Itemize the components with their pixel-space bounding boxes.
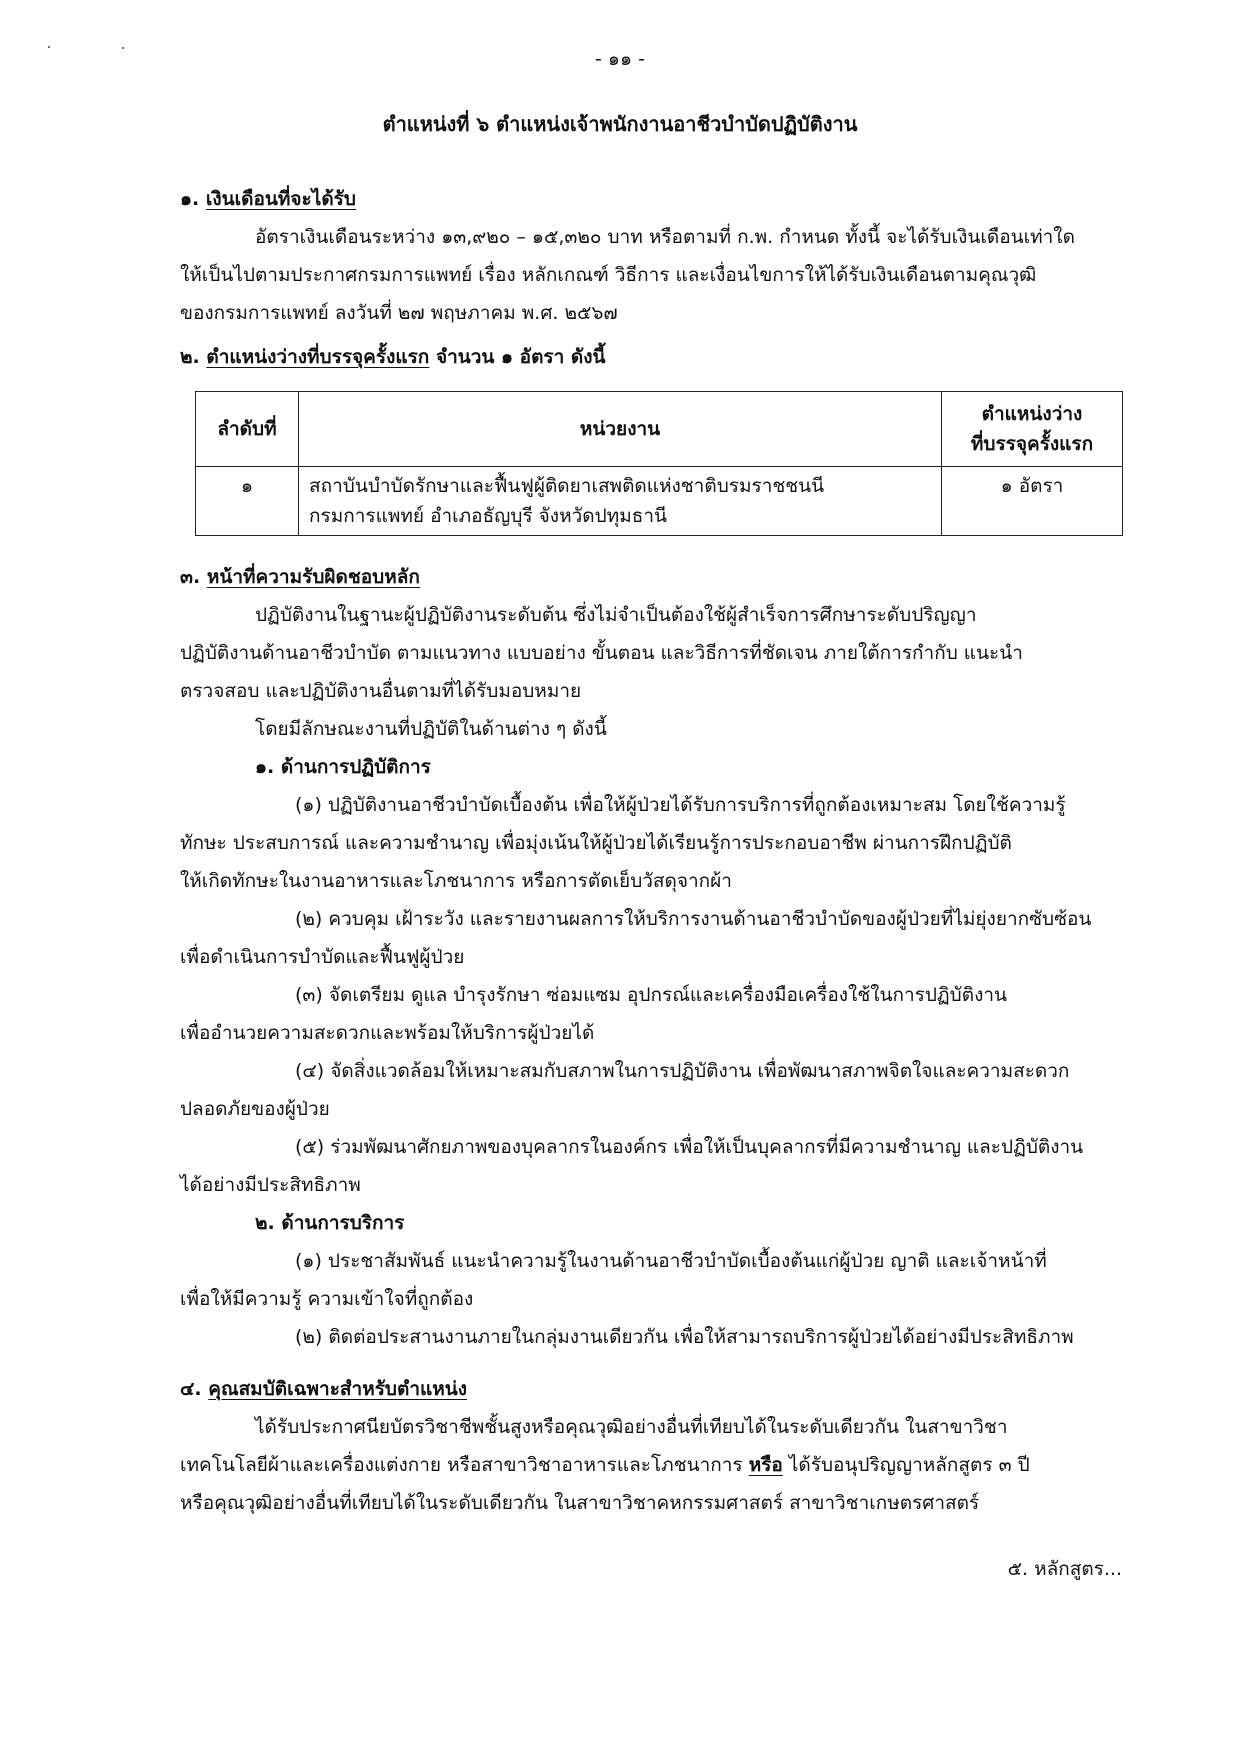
list-item-cont: เพื่อให้มีความรู้ ความเข้าใจที่ถูกต้อง [180, 1288, 474, 1310]
column-header-unit: หน่วยงาน [299, 392, 942, 467]
unit-line: กรมการแพทย์ อำเภอธัญบุรี จังหวัดปทุมธานี [309, 505, 667, 527]
list-item-cont: ได้อย่างมีประสิทธิภาพ [180, 1174, 361, 1196]
section-1-heading: ๑. เงินเดือนที่จะได้รับ [180, 188, 356, 210]
cell-order: ๑ [196, 467, 299, 536]
list-item-cont: เพื่ออำนวยความสะดวกและพร้อมให้บริการผู้ป่วยได้ [180, 1022, 595, 1044]
list-item: (๓) จัดเตรียม ดูแล บำรุงรักษา ซ่อมแซม อุปกรณ์และเครื่องมือเครื่องใช้ในการปฏิบัติงาน [295, 984, 1008, 1006]
cell-unit [299, 467, 942, 536]
list-item: (๕) ร่วมพัฒนาศักยภาพของบุคลากรในองค์กร เพื่อให้เป็นบุคลากรที่มีความชำนาญ และปฏิบัติงาน [295, 1136, 1084, 1158]
list-item-cont: ทักษะ ประสบการณ์ และความชำนาญ เพื่อมุ่งเน้นให้ผู้ป่วยได้เรียนรู้การประกอบอาชีพ ผ่านการฝึกปฏิบัติ [180, 832, 1012, 854]
list-item-cont: ให้เกิดทักษะในงานอาหารและโภชนาการ หรือการตัดเย็บวัสดุจากผ้า [180, 870, 732, 892]
list-item: (๒) ติดต่อประสานงานภายในกลุ่มงานเดียวกัน เพื่อให้สามารถบริการผู้ป่วยได้อย่างมีประสิทธิภาพ [295, 1326, 1074, 1348]
table-row [196, 467, 1123, 536]
section-1-body [180, 218, 1120, 332]
list-item: (๔) จัดสิ่งแวดล้อมให้เหมาะสมกับสภาพในการปฏิบัติงาน เพื่อพัฒนาสภาพจิตใจและความสะดวก [295, 1060, 1070, 1082]
qualification-text: ได้รับอนุปริญญาหลักสูตร ๓ ปี [788, 1454, 1030, 1476]
section-3-heading: ๓. หน้าที่ความรับผิดชอบหลัก [180, 566, 420, 588]
header-line: ตำแหน่งว่าง [981, 403, 1083, 425]
or-keyword: หรือ [748, 1454, 783, 1476]
salary-line: อัตราเงินเดือนระหว่าง ๑๓,๙๒๐ – ๑๕,๓๒๐ บาท หรือตามที่ ก.พ. กำหนด ทั้งนี้ จะได้รับเงินเดือนเท่าใด [255, 226, 1075, 248]
duty-line: ปฏิบัติงานในฐานะผู้ปฏิบัติงานระดับต้น ซึ่งไม่จำเป็นต้องใช้ผู้สำเร็จการศึกษาระดับปริญญา [255, 604, 977, 626]
duty-line: โดยมีลักษณะงานที่ปฏิบัติในด้านต่าง ๆ ดังนี้ [255, 718, 607, 740]
list-item-cont: ปลอดภัยของผู้ป่วย [180, 1098, 330, 1120]
salary-line: ของกรมการแพทย์ ลงวันที่ ๒๗ พฤษภาคม พ.ศ. ๒๕๖๗ [180, 302, 618, 324]
table-header-row [196, 392, 1123, 467]
vacancy-table [195, 391, 1123, 536]
list-item: (๑) ประชาสัมพันธ์ แนะนำความรู้ในงานด้านอาชีวบำบัดเบื้องต้นแก่ผู้ป่วย ญาติ และเจ้าหน้าที่ [295, 1250, 1047, 1272]
duty-line: ตรวจสอบ และปฏิบัติงานอื่นตามที่ได้รับมอบหมาย [180, 680, 582, 702]
next-page-continuation: ๕. หลักสูตร... [1007, 1558, 1122, 1580]
duty-line: ปฏิบัติงานด้านอาชีวบำบัด ตามแนวทาง แบบอย่าง ขั้นตอน และวิธีการที่ชัดเจน ภายใต้การกำกับ แนะนำ [180, 642, 1023, 664]
position-title: ตำแหน่งที่ ๖ ตำแหน่งเจ้าพนักงานอาชีวบำบัดปฏิบัติงาน [382, 112, 858, 136]
qualification-line: หรือคุณวุฒิอย่างอื่นที่เทียบได้ในระดับเดียวกัน ในสาขาวิชาคหกรรมศาสตร์ สาขาวิชาเกษตรศาสตร์ [180, 1492, 980, 1514]
section-2-heading: ๒. ตำแหน่งว่างที่บรรจุครั้งแรก จำนวน ๑ อัตรา ดังนี้ [180, 346, 606, 368]
qualification-line: ได้รับประกาศนียบัตรวิชาชีพชั้นสูงหรือคุณวุฒิอย่างอื่นที่เทียบได้ในระดับเดียวกัน ในสาขาวิชา [255, 1416, 1008, 1438]
header-line: ที่บรรจุครั้งแรก [970, 433, 1094, 455]
salary-line: ให้เป็นไปตามประกาศกรมการแพทย์ เรื่อง หลักเกณฑ์ วิธีการ และเงื่อนไขการให้ได้รับเงินเดือนตามคุณวุฒิ [180, 264, 1037, 286]
column-header-order: ลำดับที่ [196, 392, 299, 467]
section-4-heading: ๔. คุณสมบัติเฉพาะสำหรับตำแหน่ง [180, 1378, 468, 1400]
list-item: (๒) ควบคุม เฝ้าระวัง และรายงานผลการให้บริการงานด้านอาชีวบำบัดของผู้ป่วยที่ไม่ยุ่งยากซับซ้อน [295, 908, 1092, 930]
page-number: - ๑๑ - [595, 48, 645, 70]
list-item: (๑) ปฏิบัติงานอาชีวบำบัดเบื้องต้น เพื่อให้ผู้ป่วยได้รับการบริการที่ถูกต้องเหมาะสม โดยใช้ความรู้ [295, 794, 1066, 816]
section-3-body [180, 596, 1120, 1356]
qualification-text: เทคโนโลยีผ้าและเครื่องแต่งกาย หรือสาขาวิชาอาหารและโภชนาการ [180, 1454, 743, 1476]
unit-line: สถาบันบำบัดรักษาและฟื้นฟูผู้ติดยาเสพติดแห่งชาติบรมราชชนนี [309, 475, 825, 497]
column-header-vacancy [942, 392, 1123, 467]
qualification-line [180, 1446, 1120, 1484]
cell-count: ๑ อัตรา [942, 467, 1123, 536]
list-item-cont: เพื่อดำเนินการบำบัดและฟื้นฟูผู้ป่วย [180, 946, 465, 968]
subsection-service-heading: ๒. ด้านการบริการ [255, 1212, 405, 1234]
section-4-body [180, 1408, 1120, 1522]
subsection-operations-heading: ๑. ด้านการปฏิบัติการ [255, 756, 431, 778]
